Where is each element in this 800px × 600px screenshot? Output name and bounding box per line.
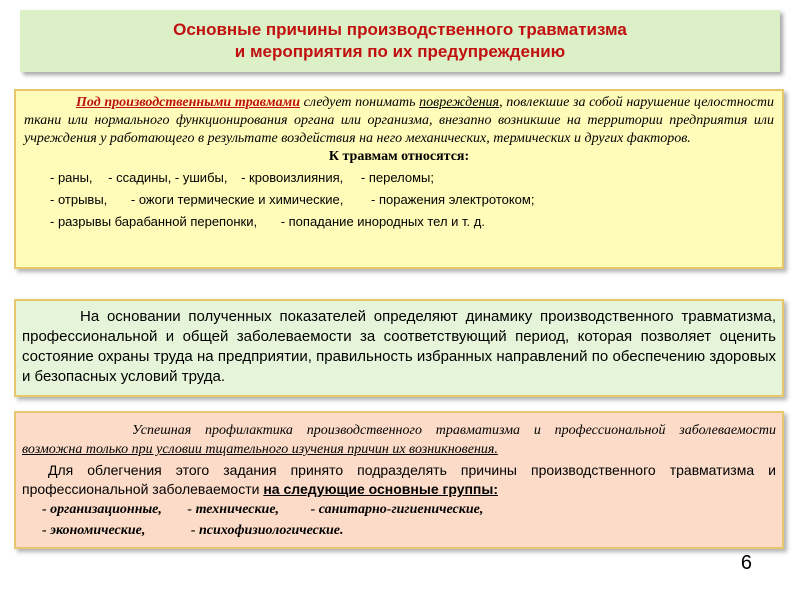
cause-groups-row-2 [22, 520, 776, 541]
list-item: - санитарно-гигиенические, [310, 502, 484, 517]
slide-title-line-1: Основные причины производственного травматизма [173, 20, 627, 39]
dynamics-text: На основании полученных показателей определяют динамику производственного травматизма, профессиональной и общей заболеваемости за соответствующий период, которая позволяет оценить состояние охраны труда на предприятии, правильность избранных направлений по обеспечению здоровых и безопасных условий труда. [22, 308, 776, 385]
prevention-paragraph [22, 421, 776, 459]
list-item: - психофизиологические. [190, 523, 344, 538]
injury-definition [24, 94, 774, 148]
list-item: - организационные, [42, 502, 162, 517]
prevention-underlined: возможна только при условии тщательного изучения причин их возникновения. [22, 442, 498, 457]
slide-title-line-2: и мероприятия по их предупреждению [234, 42, 566, 61]
definition-text-1: следует понимать [300, 95, 420, 110]
list-item: - отрывы, [50, 192, 108, 207]
list-item: - кровоизлияния, [241, 170, 344, 185]
list-item: - разрывы барабанной перепонки, [50, 214, 258, 229]
list-item: - ссадины, - ушибы, [108, 170, 228, 185]
definition-underlined: повреждения [419, 95, 500, 110]
injury-types-row-1 [24, 167, 774, 189]
list-item: - экономические, [42, 523, 146, 538]
list-item: - попадание инородных тел и т. д. [280, 214, 485, 229]
injury-types-row-3 [24, 211, 774, 233]
list-item: - переломы; [360, 170, 434, 185]
prevention-box [14, 411, 784, 549]
definition-lead-in: Под производственными травмами [76, 95, 301, 110]
injury-types-heading: К травмам относятся: [328, 149, 470, 164]
list-item: - раны, [50, 170, 93, 185]
classification-groups-label: на следующие основные группы: [263, 481, 499, 497]
injuries-definition-box [14, 89, 784, 269]
dynamics-box [14, 299, 784, 397]
slide-title-box [20, 10, 780, 72]
classification-text: Для облегчения этого задания принято подразделять причины производственного травматизма и профессиональной заболеваемости [22, 462, 776, 497]
list-item: - ожоги термические и химические, [130, 192, 344, 207]
injury-types-row-2 [24, 189, 774, 211]
prevention-text-1: Успешная профилактика производственного травматизма и профессиональной заболеваемости [132, 423, 776, 438]
list-item: - поражения электротоком; [371, 192, 535, 207]
page-number: 6 [740, 552, 752, 574]
list-item: - технические, [187, 502, 280, 517]
cause-groups-row-1 [22, 499, 776, 520]
classification-paragraph [22, 461, 776, 499]
definition-text-2: , повлекшие за собой нарушение целостности ткани или нормального функционирования органа или организма, внезапно возникшие на территории предприятия или учреждения у работающего в результате воздействия на него механических, термических и других факторов. [24, 95, 774, 146]
